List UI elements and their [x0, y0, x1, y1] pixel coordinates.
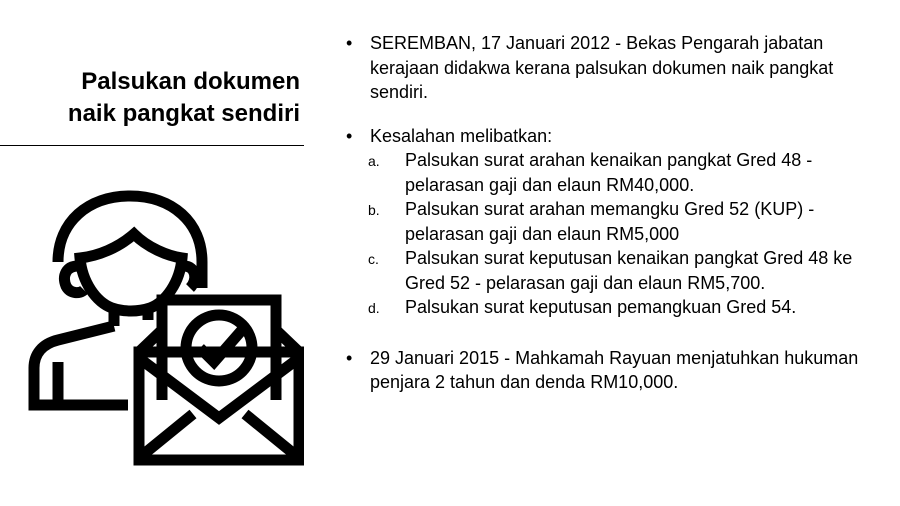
bullet-dot: •: [346, 125, 353, 146]
person-with-certified-envelope-icon: [28, 190, 304, 470]
sub-item: [344, 197, 892, 246]
sub-item-text: Palsukan surat arahan kenaikan pangkat Gred 48 - pelarasan gaji dan elaun RM40,000.: [405, 150, 813, 195]
sub-item-marker: d.: [368, 300, 380, 316]
sub-item-text: Palsukan surat keputusan pemangkuan Gred 54.: [405, 297, 797, 317]
person-shoulders: [34, 326, 128, 405]
bullet-dot: •: [346, 33, 353, 53]
sub-item-text: Palsukan surat keputusan kenaikan pangkat Gred 48 ke Gred 52 - pelarasan gaji dan elaun RM5,700.: [405, 248, 853, 293]
bullet-text: SEREMBAN, 17 Januari 2012 - Bekas Pengarah jabatan kerajaan didakwa kerana palsukan dokumen naik pangkat sendiri.: [370, 33, 834, 102]
sub-item: [344, 295, 892, 320]
title-divider: [0, 145, 304, 146]
sub-item-marker: b.: [368, 202, 380, 218]
slide-title: [0, 66, 300, 130]
slide-title-line-1: Palsukan dokumen: [81, 68, 300, 95]
sub-item-text: Palsukan surat arahan memangku Gred 52 (KUP) - pelarasan gaji dan elaun RM5,000: [405, 199, 815, 244]
bullet-list: [344, 31, 892, 395]
person-right-ear: [184, 266, 195, 288]
bullet-text: Kesalahan melibatkan:: [370, 125, 553, 146]
bullet-text: 29 Januari 2015 - Mahkamah Rayuan menjatuhkan hukuman penjara 2 tahun dan denda RM10,000.: [370, 347, 859, 392]
sub-item: [344, 246, 892, 295]
slide-title-line-2: naik pangkat sendiri: [67, 100, 300, 127]
sub-item-marker: a.: [368, 153, 380, 169]
bullet-item: [344, 346, 892, 395]
bullet-item: [344, 31, 892, 105]
bullet-item: [344, 124, 892, 149]
sub-item: [344, 148, 892, 197]
sub-item-marker: c.: [368, 251, 379, 267]
bullet-dot: •: [346, 347, 353, 368]
